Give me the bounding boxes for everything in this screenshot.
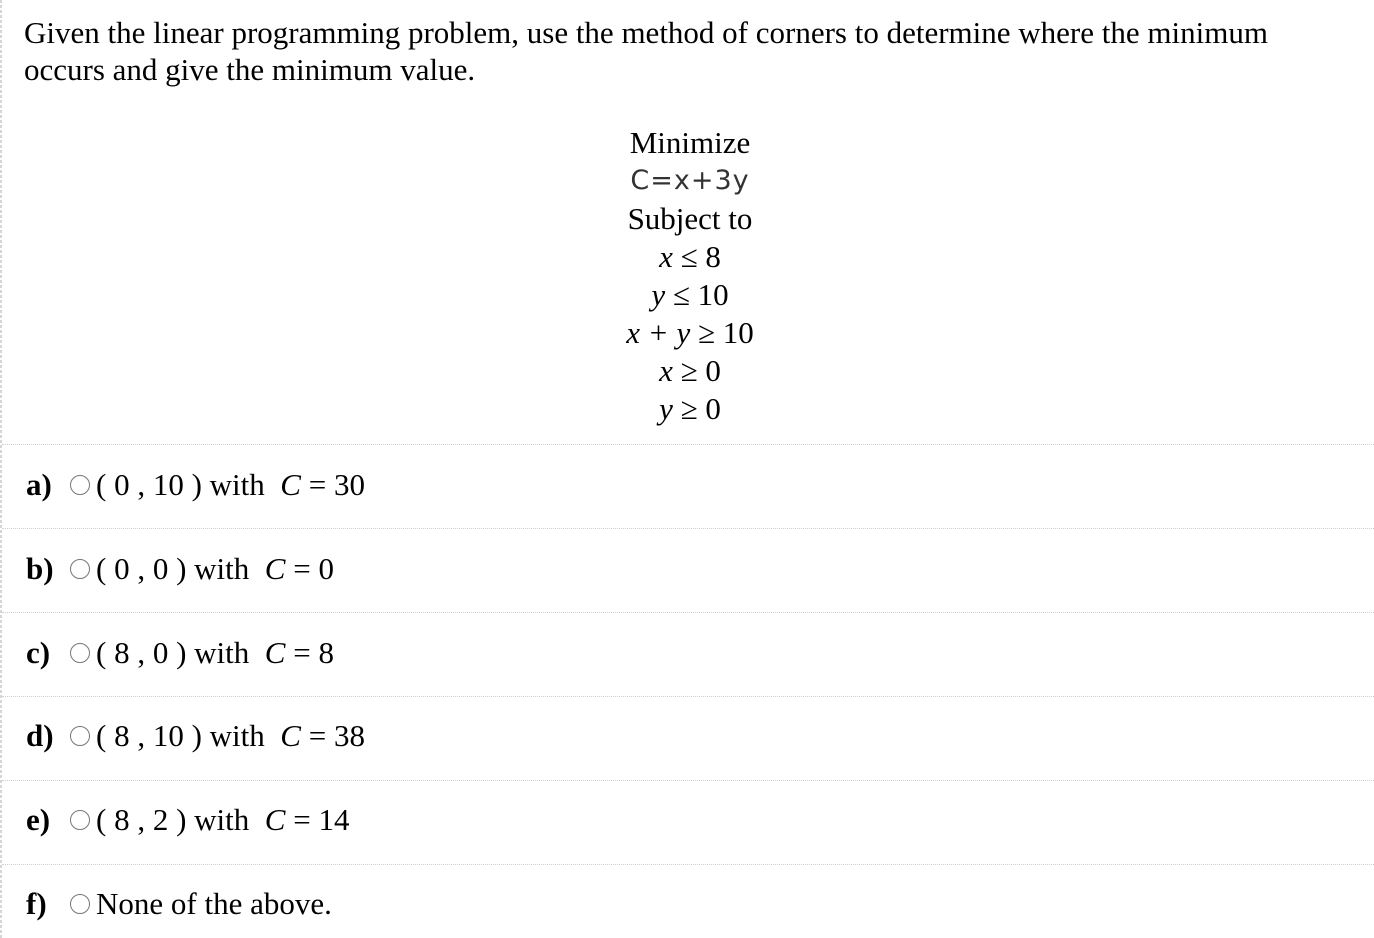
choice-letter: f) xyxy=(26,886,47,921)
choice-letter: a) xyxy=(26,467,52,502)
choice-label: ( 8 , 10 ) with C = 38 xyxy=(96,718,365,753)
choice-d[interactable] xyxy=(26,716,365,756)
minimize-label: Minimize xyxy=(629,125,751,160)
choice-a[interactable] xyxy=(26,465,365,505)
choice-f[interactable] xyxy=(26,884,332,924)
divider xyxy=(2,696,1374,697)
radio-button[interactable] xyxy=(70,894,90,914)
radio-button[interactable] xyxy=(70,475,90,495)
divider xyxy=(2,612,1374,613)
objective-function: C=x+3y xyxy=(630,165,750,196)
choice-letter: b) xyxy=(26,551,54,586)
choice-letter: c) xyxy=(26,635,51,670)
subject-to-label: Subject to xyxy=(627,201,753,236)
constraint: x ≤ 8 xyxy=(659,239,721,274)
choice-b[interactable] xyxy=(26,549,334,589)
divider xyxy=(2,780,1374,781)
radio-button[interactable] xyxy=(70,643,90,663)
choice-letter: d) xyxy=(26,718,54,753)
radio-button[interactable] xyxy=(70,726,90,746)
choice-label: None of the above. xyxy=(96,886,332,921)
choice-e[interactable] xyxy=(26,800,349,840)
constraint: y ≤ 10 xyxy=(651,277,729,312)
constraint: y ≥ 0 xyxy=(659,391,721,426)
divider xyxy=(2,444,1374,445)
constraint: x + y ≥ 10 xyxy=(626,315,754,350)
left-border xyxy=(0,0,2,938)
choice-letter: e) xyxy=(26,802,51,837)
lp-problem xyxy=(560,124,820,428)
choice-label: ( 8 , 2 ) with C = 14 xyxy=(96,802,350,837)
choice-label: ( 8 , 0 ) with C = 8 xyxy=(96,635,334,670)
choice-label: ( 0 , 10 ) with C = 30 xyxy=(96,467,365,502)
question-text: Given the linear programming problem, use the method of corners to determine where the minimum occurs and give the minimum value. xyxy=(24,15,1268,87)
choice-label: ( 0 , 0 ) with C = 0 xyxy=(96,551,334,586)
radio-button[interactable] xyxy=(70,810,90,830)
divider xyxy=(2,864,1374,865)
divider xyxy=(2,528,1374,529)
constraint: x ≥ 0 xyxy=(659,353,721,388)
choice-c[interactable] xyxy=(26,633,334,673)
radio-button[interactable] xyxy=(70,559,90,579)
